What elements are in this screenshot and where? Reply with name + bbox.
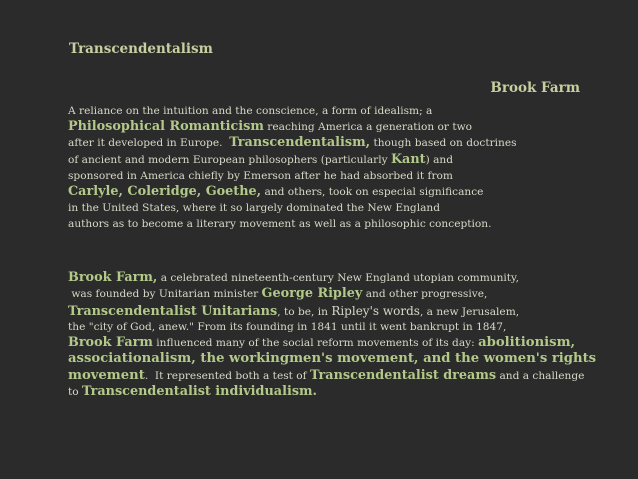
text-segment: the "city of God, anew." From its founding in 1841 until it went bankrupt in 1847, [68, 320, 507, 333]
text-segment: though based on doctrines [370, 137, 517, 150]
text-segment: sponsored in America chiefly by Emerson after he had absorbed it from [68, 169, 453, 182]
text-segment: influenced many of the social reform movements of its day: [152, 337, 479, 350]
text-line [68, 184, 588, 200]
text-line [68, 335, 588, 351]
slide-title: Transcendentalism [69, 41, 213, 57]
text-line [68, 319, 588, 335]
transcendentalism-paragraph [68, 103, 588, 233]
text-segment: and other progressive, [362, 288, 488, 301]
highlight-term: Philosophical Romanticism [68, 119, 264, 135]
text-line [68, 152, 588, 168]
highlight-term: abolitionism, [478, 335, 576, 351]
text-segment: , to be, in [277, 305, 332, 318]
highlight-term: Transcendentalist individualism. [82, 384, 318, 400]
highlight-term: associationalism, the workingmen's movement, and the women's rights [68, 351, 597, 367]
text-line [68, 384, 588, 400]
highlight-term: Carlyle, Coleridge, Goethe, [68, 183, 262, 199]
text-line [68, 103, 588, 119]
text-segment: was founded by Unitarian minister [68, 288, 262, 301]
text-segment: in the United States, where it so largely dominated the New England [68, 202, 440, 215]
text-segment: A reliance on the intuition and the conscience, a form of idealism; a [68, 105, 433, 117]
text-line [68, 168, 588, 184]
highlight-term: Kant [390, 151, 426, 167]
text-segment: . It represented both a test of [144, 369, 310, 382]
highlight-term: Brook Farm, [68, 270, 158, 285]
text-segment: ) and [425, 153, 453, 166]
text-segment: to [68, 386, 83, 399]
text-line [68, 119, 588, 135]
highlight-term: movement [68, 367, 145, 383]
highlight-term: George Ripley [261, 286, 363, 302]
text-segment: after it developed in Europe. [68, 137, 230, 150]
highlight-term: Transcendentalist dreams [309, 367, 497, 383]
text-segment: authors as to become a literary movement as well as a philosophic conception. [68, 218, 492, 231]
text-line [68, 200, 588, 216]
highlight-term: Transcendentalist Unitarians [68, 303, 278, 319]
text-line [68, 135, 588, 151]
slide-subtitle: Brook Farm [490, 80, 580, 96]
text-segment: of ancient and modern European philosophers (particularly [68, 153, 391, 166]
text-line [68, 351, 597, 367]
text-segment: and a challenge [496, 369, 585, 382]
text-segment: , a new Jerusalem, [419, 305, 520, 318]
text-segment: Ripley's words [331, 303, 420, 318]
text-line [68, 303, 588, 319]
text-line [68, 216, 588, 232]
text-line [68, 270, 588, 286]
text-segment: reaching America a generation or two [263, 121, 473, 134]
text-line [68, 286, 588, 302]
text-segment: and others, took on especial significance [261, 185, 484, 198]
highlight-term: Transcendentalism, [229, 135, 371, 151]
text-segment: a celebrated nineteenth-century New England utopian community, [157, 272, 519, 284]
brook-farm-paragraph [68, 270, 597, 400]
text-line [68, 368, 588, 384]
highlight-term: Brook Farm [68, 335, 153, 351]
